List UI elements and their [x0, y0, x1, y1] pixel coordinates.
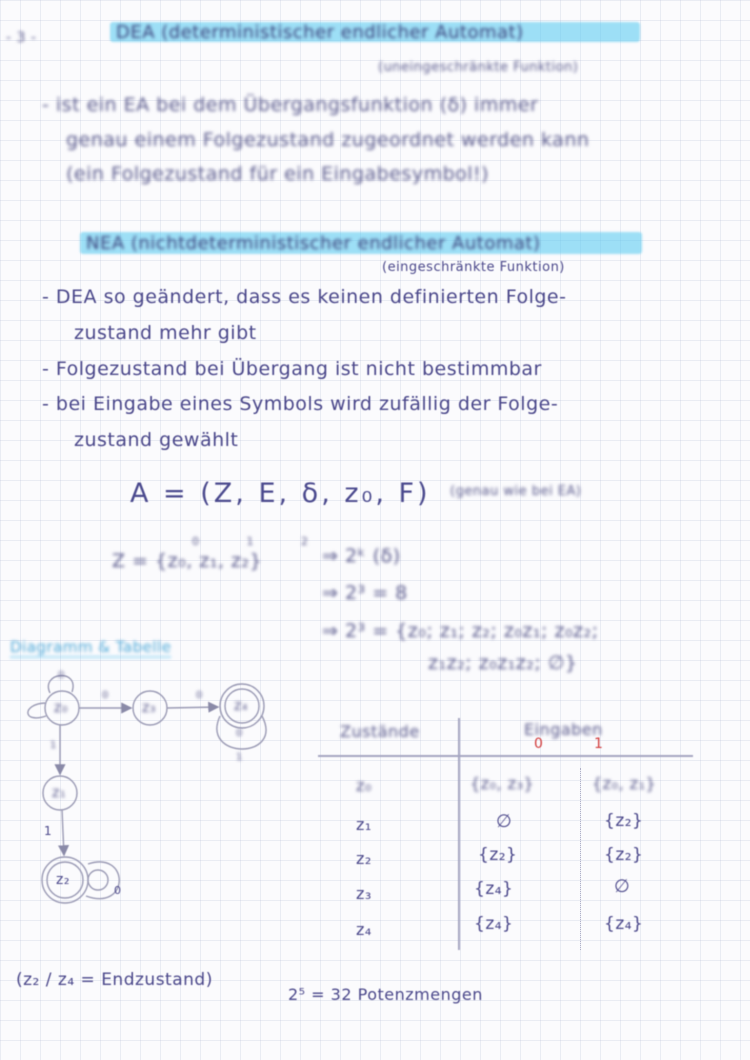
powerset-line-3: ⇒ 2³ = {z₀; z₁; z₂; z₀z₁; z₀z₂; — [322, 620, 599, 642]
powerset-count: 2⁵ = 32 Potenzmengen — [288, 985, 483, 1004]
table-dotted-rule — [580, 768, 581, 950]
state-index-marks: 0 1 2 — [192, 535, 330, 548]
state-z2-label: z₂ — [56, 872, 70, 888]
automaton-formula: A = (Z, E, δ, z₀, F) — [130, 478, 431, 509]
row-z0-input-0: {z₀, z₃} — [470, 774, 535, 793]
powerset-line-2: ⇒ 2³ = 8 — [322, 582, 408, 604]
diagram-heading: Diagramm & Tabelle — [10, 638, 172, 656]
nea-line-5: zustand gewählt — [74, 429, 239, 451]
table-header-rule — [318, 755, 693, 757]
table-column-rule — [458, 718, 460, 950]
edge-label-z0-loop-top: 0 — [58, 670, 65, 681]
state-set-definition: Z = {z₀, z₁, z₂} — [112, 550, 263, 572]
row-z3-input-1: ∅ — [614, 876, 631, 897]
dea-line-3: (ein Folgezustand für ein Eingabesymbol!) — [66, 163, 490, 185]
dea-title: DEA (deterministischer endlicher Automat) — [116, 22, 524, 43]
state-z0-label: z₀ — [54, 700, 68, 716]
row-z2-state: z₂ — [356, 849, 372, 868]
powerset-line-1: ⇒ 2ᵏ (δ) — [322, 545, 401, 567]
row-z1-input-0: ∅ — [496, 811, 513, 832]
row-z4-input-0: {z₄} — [474, 914, 514, 934]
edge-label-z3-z4: 0 — [196, 690, 203, 701]
table-header-states: Zustände — [340, 722, 420, 741]
row-z0-input-1: {z₀, z₁} — [592, 774, 657, 793]
row-z3-state: z₃ — [356, 884, 372, 903]
nea-title: NEA (nichtdeterministischer endlicher Automat) — [86, 233, 541, 254]
dea-line-1: - ist ein EA bei dem Übergangsfunktion (δ) immer — [42, 94, 539, 116]
state-z3-label: z₃ — [142, 700, 156, 716]
edge-label-z0-z3: 0 — [102, 690, 109, 701]
dea-subtitle: (uneingeschränkte Funktion) — [378, 60, 579, 75]
input-symbol-1: 1 — [594, 736, 604, 752]
edge-label-z1-z2: 1 — [44, 824, 53, 838]
state-z1-label: z₁ — [52, 785, 66, 801]
edge-label-z4-loop-1: 1 — [236, 752, 243, 763]
row-z4-state: z₄ — [356, 920, 372, 939]
state-z4-label: z₄ — [234, 698, 248, 714]
dea-line-2: genau einem Folgezustand zugeordnet werden kann — [66, 129, 590, 151]
nea-line-1: - DEA so geändert, dass es keinen definierten Folge- — [42, 286, 567, 308]
input-symbol-0: 0 — [534, 736, 544, 752]
nea-subtitle: (eingeschränkte Funktion) — [382, 260, 565, 275]
nea-line-3: - Folgezustand bei Übergang ist nicht bestimmbar — [42, 358, 542, 380]
state-z2-self-loop-label — [88, 870, 108, 890]
formula-note: (genau wie bei EA) — [450, 484, 582, 499]
nea-line-2: zustand mehr gibt — [74, 322, 257, 344]
nea-line-4: - bei Eingabe eines Symbols wird zufällig der Folge- — [42, 393, 559, 415]
edge-label-z2-loop: 0 — [114, 884, 122, 897]
powerset-line-4: z₁z₂; z₀z₁z₂; ∅} — [428, 652, 578, 674]
end-states-note: (z₂ / z₄ = Endzustand) — [16, 970, 213, 990]
row-z2-input-1: {z₂} — [604, 845, 644, 865]
row-z4-input-1: {z₄} — [604, 914, 644, 934]
edge-label-z4-loop-0: 0 — [236, 728, 243, 739]
table-header-inputs: Eingaben — [524, 720, 603, 739]
row-z2-input-0: {z₂} — [478, 845, 518, 865]
edge-label-z0-z1: 1 — [50, 740, 57, 751]
row-z1-state: z₁ — [356, 815, 372, 834]
row-z3-input-0: {z₄} — [474, 879, 514, 899]
page-number: - 3 - — [6, 30, 37, 46]
row-z1-input-1: {z₂} — [604, 811, 644, 831]
row-z0-state: z₀ — [356, 776, 372, 795]
